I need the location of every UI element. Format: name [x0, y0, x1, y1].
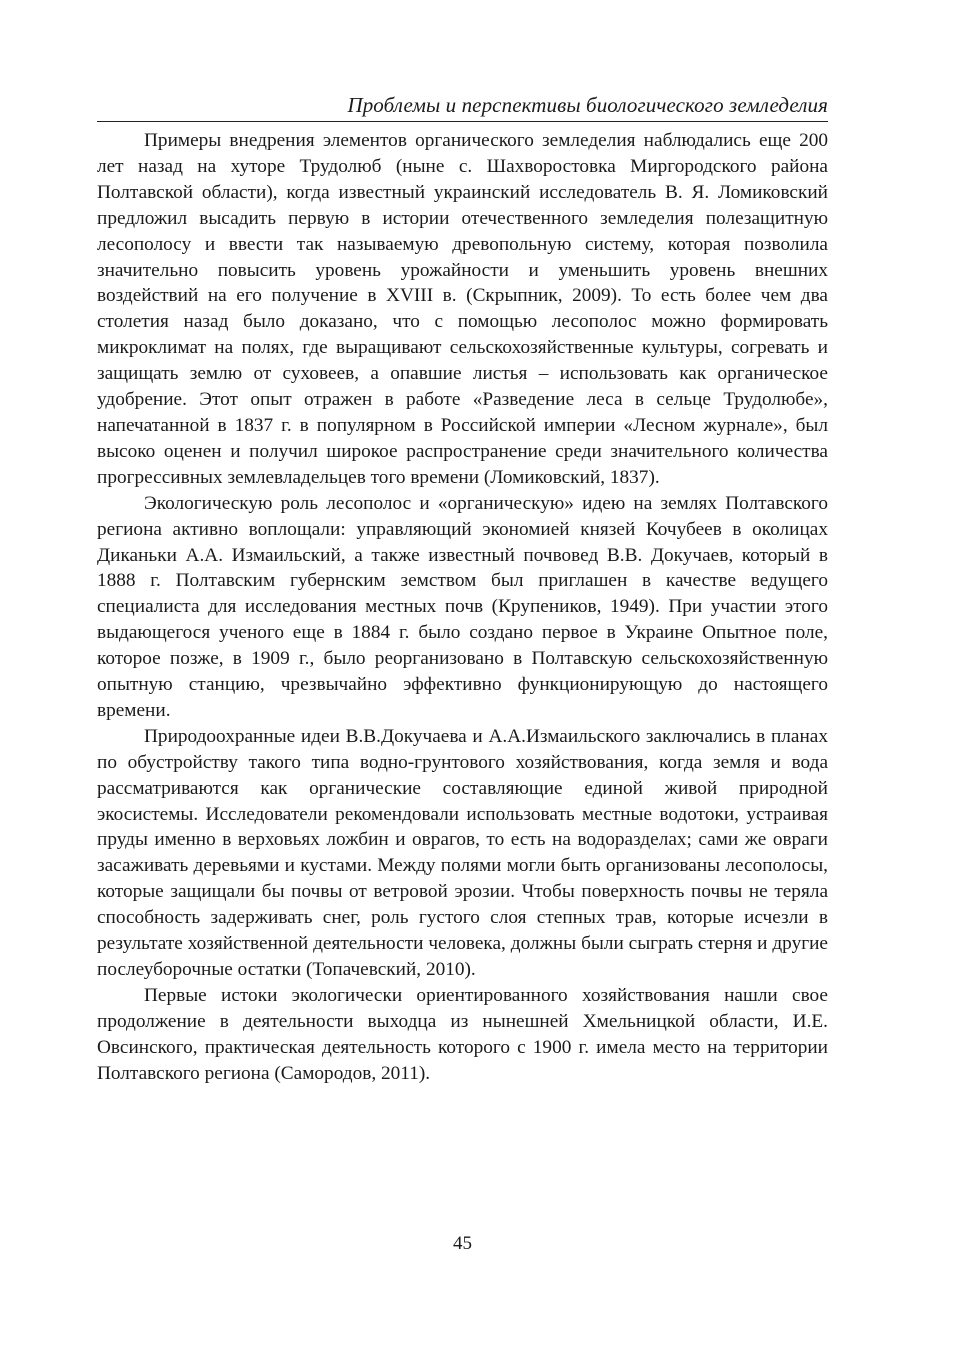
- header-rule: [97, 121, 828, 122]
- paragraph-4: Первые истоки экологически ориентированного хозяйствования нашли свое продолжение в деятельности выходца из нынешней Хмельницкой области, И.Е. Овсинского, практическая деятельность которого с 1900 г. имела место на территории Полтавского региона (Самородов, 2011).: [97, 984, 828, 1084]
- page-number: 45: [453, 1233, 472, 1254]
- paragraph-2: Экологическую роль лесополос и «органическую» идею на землях Полтавского региона активно воплощали: управляющий экономией князей Кочубеев в околицах Диканьки А.А. Измаильский, а также известный почвовед В.В. Докучаев, который в 1888 г. Полтавским губернским земством был приглашен в качестве ведущего специалиста для исследования местных почв (Крупеников, 1949). При участии этого выдающегося ученого еще в 1884 г. было создано первое в Украине Опытное поле, которое позже, в 1909 г., было реорганизовано в Полтавскую сельскохозяйственную опытную станцию, чрезвычайно эффективно функционирующую до настоящего времени.: [97, 492, 828, 721]
- paragraph-1: Примеры внедрения элементов органического земледелия наблюдались еще 200 лет назад на хуторе Трудолюб (ныне с. Шахворостовка Миргородского района Полтавской области), когда известный украинский исследователь В. Я. Ломиковский предложил высадить первую в истории отечественного земледелия полезащитную лесополосу и ввести так называемую древопольную систему, которая позволила значительно повысить уровень урожайности и уменьшить уровень внешних воздействий на его получение в XVIII в. (Скрыпник, 2009). То есть более чем два столетия назад было доказано, что с помощью лесополос можно формировать микроклимат на полях, где выращивают сельскохозяйственные культуры, согревать и защищать землю от суховеев, а опавшие листья – использовать как органическое удобрение. Этот опыт отражен в работе «Разведение леса в сельце Трудолюбе», напечатанной в 1837 г. в популярном в Российской империи «Лесном журнале», был высоко оценен и получил широкое распространение среди значительного количества прогрессивных землевладельцев того времени (Ломиковский, 1837).: [97, 130, 828, 488]
- body-text: [97, 128, 828, 1087]
- running-header-title: Проблемы и перспективы биологического земледелия: [347, 93, 828, 117]
- paragraph-3: Природоохранные идеи В.В.Докучаева и А.А.Измаильского заключались в планах по обустройству такого типа водно-грунтового хозяйствования, когда земля и вода рассматриваются как органические составляющие единой живой природной экосистемы. Исследователи рекомендовали использовать местные водотоки, устраивая пруды именно в верховьях ложбин и оврагов, то есть на водоразделах; сами же овраги засаживать деревьями и кустами. Между полями могли быть организованы лесополосы, которые защищали бы почвы от ветровой эрозии. Чтобы поверхность почвы не теряла способность задерживать снег, роль густого слоя степных трав, которые исчезли в результате хозяйственной деятельности человека, должны были сыграть стерня и другие послеуборочные остатки (Топачевский, 2010).: [97, 725, 828, 980]
